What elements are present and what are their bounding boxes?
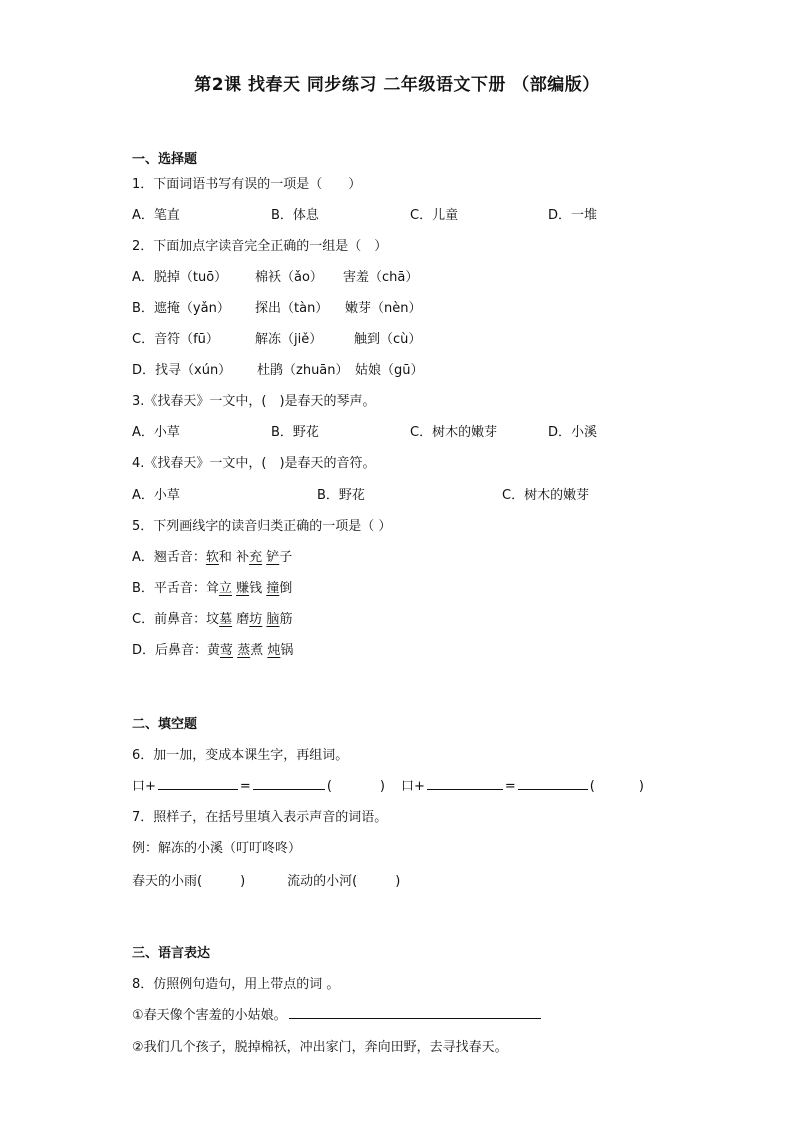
q5-c-w3-ul: 脑: [266, 612, 280, 627]
q5-row-a: [132, 546, 292, 565]
q7-close-2: ): [395, 874, 401, 889]
q2-b-2: 探出（tàn）: [255, 301, 329, 316]
question-2-stem: 2．下面加点字读音完全正确的一组是（ ）: [132, 239, 388, 254]
question-7-stem: 7．照样子，在括号里填入表示声音的词语。: [132, 810, 388, 825]
q5-d-w3-ul: 炖: [267, 643, 281, 658]
q8-sentence-1-row: [132, 1004, 543, 1023]
q7-example: 例：解冻的小溪（叮叮咚咚）: [132, 841, 302, 856]
q5-d-w1-first: 黄: [207, 643, 221, 658]
q1-option-a: A．笔直: [132, 208, 180, 223]
q2-a-3: 害羞（chā）: [343, 270, 419, 285]
q3-option-c: C．树木的嫩芽: [410, 425, 498, 440]
q6-equals-2: =: [504, 779, 516, 794]
question-5-stem: 5．下列画线字的读音归类正确的一项是（ ）: [132, 519, 392, 534]
q7-items: [132, 870, 400, 889]
q6-paren-close-2: ): [638, 779, 644, 794]
q5-row-c: [132, 608, 292, 627]
q4-option-c: C．树木的嫩芽: [502, 488, 590, 503]
q6-prefix-2: 口+: [400, 779, 425, 794]
q2-d-1: D．找寻（xún）: [132, 363, 232, 378]
section-heading-expression: 三、语言表达: [132, 946, 211, 961]
q3-option-b: B．野花: [271, 425, 319, 440]
q6-paren-open-2: (: [589, 779, 595, 794]
q5-a-w3-ul: 铲: [266, 550, 280, 565]
q2-c-3: 触到（cù）: [354, 332, 422, 347]
section-heading-choice: 一、选择题: [132, 152, 198, 167]
q5-d-w2-rest: 煮: [250, 643, 264, 658]
q5-b-w1-first: 耸: [205, 581, 219, 596]
q1-option-b: B．体息: [271, 208, 319, 223]
question-8-stem: 8．仿照例句造句，用上带点的词 。: [132, 977, 340, 992]
q6-prefix-1: 口+: [132, 779, 156, 794]
q2-b-1: B．遮掩（yǎn）: [132, 301, 230, 316]
q5-a-label: A．翘舌音：: [132, 550, 206, 565]
q2-a-1: A．脱掉（tuō）: [132, 270, 228, 285]
q6-blank-1[interactable]: [158, 777, 238, 790]
q6-equals-1: =: [239, 779, 251, 794]
q5-b-w2-ul: 赚: [236, 581, 250, 596]
q5-b-w1-ul: 立: [218, 581, 232, 596]
q7-item-1: 春天的小雨(: [132, 874, 203, 889]
q2-c-2: 解冻（jiě）: [255, 332, 323, 347]
q5-b-w3-rest: 倒: [279, 581, 293, 596]
q5-a-w2-ul: 充: [249, 550, 263, 565]
q5-a-w3-rest: 子: [279, 550, 293, 565]
q4-option-b: B．野花: [317, 488, 365, 503]
q8-blank-1[interactable]: [289, 1006, 541, 1019]
q7-close-1: ): [240, 874, 246, 889]
q7-item-2: 流动的小河(: [287, 874, 358, 889]
q5-c-label: C．前鼻音：: [132, 612, 207, 627]
question-1-stem: 1．下面词语书写有误的一项是（ ）: [132, 177, 362, 192]
q1-option-d: D．一堆: [548, 208, 598, 223]
q5-a-w1-ul: 软: [205, 550, 219, 565]
question-6-stem: 6．加一加，变成本课生字，再组词。: [132, 748, 349, 763]
q1-option-c: C．儿童: [410, 208, 459, 223]
q5-d-w3-rest: 锅: [280, 643, 294, 658]
section-heading-fill: 二、填空题: [132, 717, 198, 732]
q4-option-a: A．小草: [132, 488, 180, 503]
q5-d-w2-ul: 蒸: [237, 643, 251, 658]
q5-c-w2-ul: 坊: [249, 612, 263, 627]
q2-d-3: 姑娘（gū）: [355, 363, 424, 378]
q3-option-d: D．小溪: [548, 425, 598, 440]
q5-c-w1-ul: 墓: [219, 612, 233, 627]
q5-b-w3-ul: 撞: [266, 581, 280, 596]
question-3-stem: 3.《找春天》一文中，( )是春天的琴声。: [132, 394, 376, 409]
q2-a-2: 棉袄（ǎo）: [255, 270, 323, 285]
q5-c-w1-first: 坟: [206, 612, 220, 627]
q6-answer-row: [132, 775, 644, 794]
q2-d-2: 杜鹃（zhuān）: [257, 363, 349, 378]
q5-row-b: [132, 577, 292, 596]
q5-d-label: D．后鼻音：: [132, 643, 208, 658]
q5-b-label: B．平舌音：: [132, 581, 206, 596]
question-4-stem: 4.《找春天》一文中，( )是春天的音符。: [132, 456, 376, 471]
q3-option-a: A．小草: [132, 425, 180, 440]
q5-c-w2-first: 磨: [236, 612, 250, 627]
q5-a-w2-first: 补: [236, 550, 250, 565]
q5-c-w3-rest: 筋: [279, 612, 293, 627]
q5-row-d: [132, 639, 293, 658]
q6-blank-2[interactable]: [253, 777, 325, 790]
q2-c-1: C．音符（fū）: [132, 332, 219, 347]
q6-blank-3[interactable]: [427, 777, 503, 790]
q5-a-w1-rest: 和: [218, 550, 232, 565]
q6-blank-4[interactable]: [518, 777, 588, 790]
q5-b-w2-rest: 钱: [249, 581, 263, 596]
q6-paren-close-1: ): [379, 779, 385, 794]
q2-b-3: 嫩芽（nèn）: [345, 301, 422, 316]
q6-paren-open-1: (: [326, 779, 332, 794]
q5-d-w1-ul: 莺: [220, 643, 234, 658]
q8-sentence-2: ②我们几个孩子，脱掉棉袄，冲出家门，奔向田野，去寻找春天。: [132, 1040, 508, 1055]
page-title: 第2课 找春天 同步练习 二年级语文下册 （部编版）: [194, 75, 600, 95]
q8-sentence-1: ①春天像个害羞的小姑娘。: [132, 1008, 287, 1023]
